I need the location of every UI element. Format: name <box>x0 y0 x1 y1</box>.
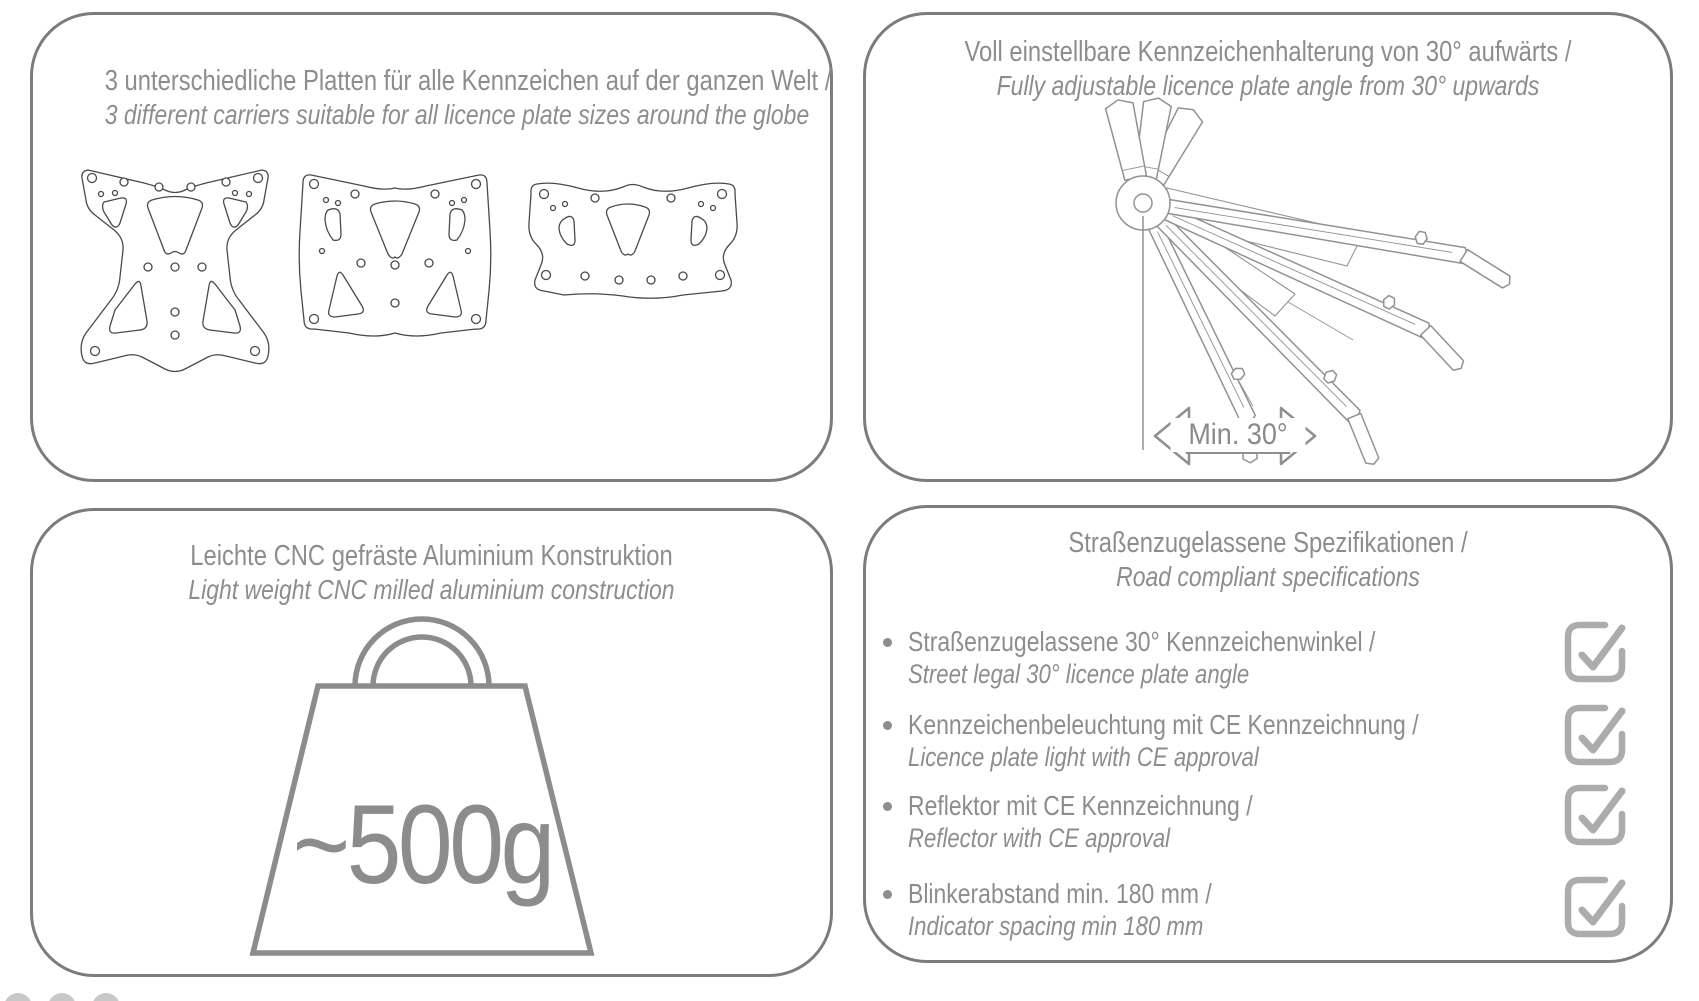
checkbox-checked-icon <box>1563 704 1627 768</box>
spec-item-en: Indicator spacing min 180 mm <box>908 911 1204 941</box>
panel-angle <box>863 12 1673 482</box>
bullet-dot <box>883 890 892 899</box>
spec-item-angle <box>866 625 1536 691</box>
spec-item-light <box>866 708 1536 774</box>
spec-item-en: Street legal 30° licence plate angle <box>908 659 1250 689</box>
carrier-plate-drawing-2 <box>295 163 495 353</box>
weight-title <box>33 540 830 606</box>
specs-title <box>866 527 1670 593</box>
specs-title-de: Straßenzugelassene Spezifikationen / <box>1068 527 1468 559</box>
spec-item-de: Reflektor mit CE Kennzeichnung / <box>908 790 1253 821</box>
adjustable-bracket-drawing <box>923 88 1543 468</box>
bullet-dot <box>883 802 892 811</box>
checkbox-checked-icon <box>1563 621 1627 685</box>
checkbox-checked-icon <box>1563 784 1627 848</box>
spec-item-en: Licence plate light with CE approval <box>908 742 1259 772</box>
panel-carriers <box>30 12 833 482</box>
pagination-dot <box>48 993 76 1001</box>
weight-value: ~500g <box>292 783 552 908</box>
carrier-plate-drawing-1 <box>75 163 275 378</box>
weight-title-en: Light weight CNC milled aluminium construction <box>188 574 675 605</box>
spec-item-de: Kennzeichenbeleuchtung mit CE Kennzeichnung / <box>908 709 1419 740</box>
spec-item-de: Straßenzugelassene 30° Kennzeichenwinkel / <box>908 626 1376 657</box>
weight-icon <box>233 603 613 973</box>
panel-weight <box>30 508 833 977</box>
carrier-plate-drawing-3 <box>523 168 743 318</box>
pagination-dot <box>4 993 32 1001</box>
carriers-title-en: 3 different carriers suitable for all licence plate sizes around the globe <box>104 99 810 130</box>
weight-title-de: Leichte CNC gefräste Aluminium Konstruktion <box>190 540 673 572</box>
bullet-dot <box>883 638 892 647</box>
min-angle-label: Min. 30° <box>1171 418 1306 452</box>
spec-item-en: Reflector with CE approval <box>908 823 1171 853</box>
spec-item-reflector <box>866 789 1536 855</box>
panel-specs <box>863 505 1673 963</box>
checkbox-checked-icon <box>1563 876 1627 940</box>
angle-title-de: Voll einstellbare Kennzeichenhalterung von 30° aufwärts / <box>964 36 1572 68</box>
bullet-dot <box>883 721 892 730</box>
carriers-title-de: 3 unterschiedliche Platten für alle Kennzeichen auf der ganzen Welt / <box>104 65 832 97</box>
spec-item-de: Blinkerabstand min. 180 mm / <box>908 878 1212 909</box>
carriers-title <box>33 65 830 131</box>
spec-item-indicator <box>866 877 1536 943</box>
pagination-dot <box>92 993 120 1001</box>
angle-title-en: Fully adjustable licence plate angle from 30° upwards <box>996 70 1540 101</box>
specs-title-en: Road compliant specifications <box>1116 561 1420 592</box>
